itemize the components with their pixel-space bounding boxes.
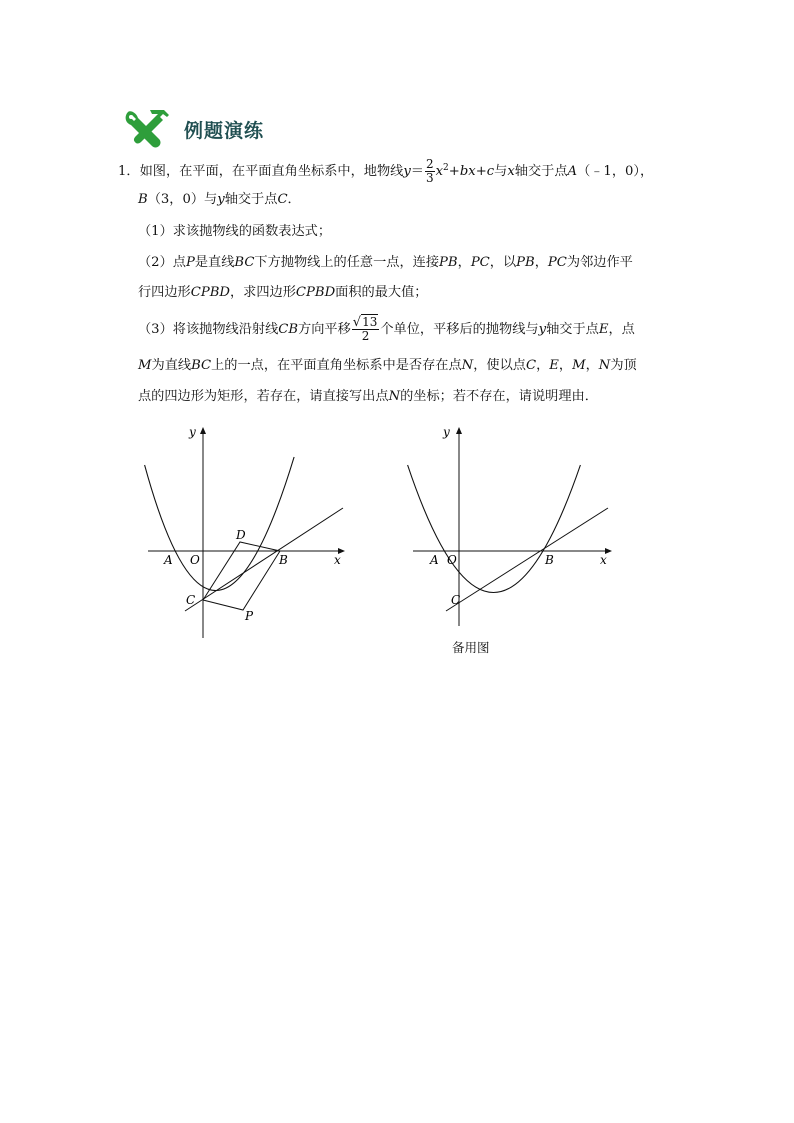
figure-1 (130, 420, 360, 650)
question-1: （1）求该抛物线的函数表达式； (138, 224, 332, 239)
question-3-line-1: （3）将该抛物线沿射线CB方向平移 $\frac{√13}{2}$ 个单位，平移后的抛物线与y轴交于点E，点 (138, 315, 635, 343)
label-c: C (451, 593, 461, 607)
label-o: O (190, 553, 200, 567)
tools-icon (122, 106, 174, 150)
problem-line-1: 1．如图，在平面，在平面直角坐标系中，地物线y＝ $\frac{2}{3}$ $x^2+bx+c$与x轴交于点A（﹣1，0）， (118, 157, 654, 185)
section-title: 例题演练 (184, 120, 265, 142)
problem-line-2: B（3，0）与y轴交于点C． (138, 192, 301, 207)
fraction-sqrt13-over-2: $\frac{√13}{2}$ (352, 315, 378, 343)
label-a: A (430, 553, 439, 567)
parabola (145, 457, 295, 591)
question-3-line-3: 点的四边形为矩形，若存在，请直接写出点N的坐标；若不存在，请说明理由． (138, 389, 598, 404)
question-3-line-2: M为直线BC上的一点，在平面直角坐标系中是否存在点N，使以点C，E，M，N为顶 (138, 358, 637, 373)
line-bc (185, 508, 343, 611)
label-b: B (279, 553, 288, 567)
label-x: x (600, 553, 607, 567)
label-c: C (186, 593, 196, 607)
line-bc (446, 508, 608, 611)
parabola (408, 465, 581, 593)
label-y: y (443, 425, 450, 439)
section-header (122, 106, 422, 150)
question-2-line-1: （2）点P是直线BC下方抛物线上的任意一点，连接PB，PC，以PB，PC为邻边作平 (138, 255, 633, 270)
label-d: D (236, 528, 246, 542)
label-x: x (334, 553, 341, 567)
question-2-line-2: 行四边形CPBD，求四边形CPBD面积的最大值； (138, 285, 428, 300)
label-y: y (189, 425, 196, 439)
figure-2-caption: 备用图 (452, 640, 490, 655)
label-a: A (164, 553, 173, 567)
label-o: O (447, 553, 457, 567)
label-b: B (545, 553, 554, 567)
label-p: P (245, 609, 254, 623)
problem-number: 1． (118, 164, 140, 179)
figure-2 (395, 420, 625, 640)
fraction-two-thirds: $\frac{2}{3}$ (425, 157, 434, 185)
